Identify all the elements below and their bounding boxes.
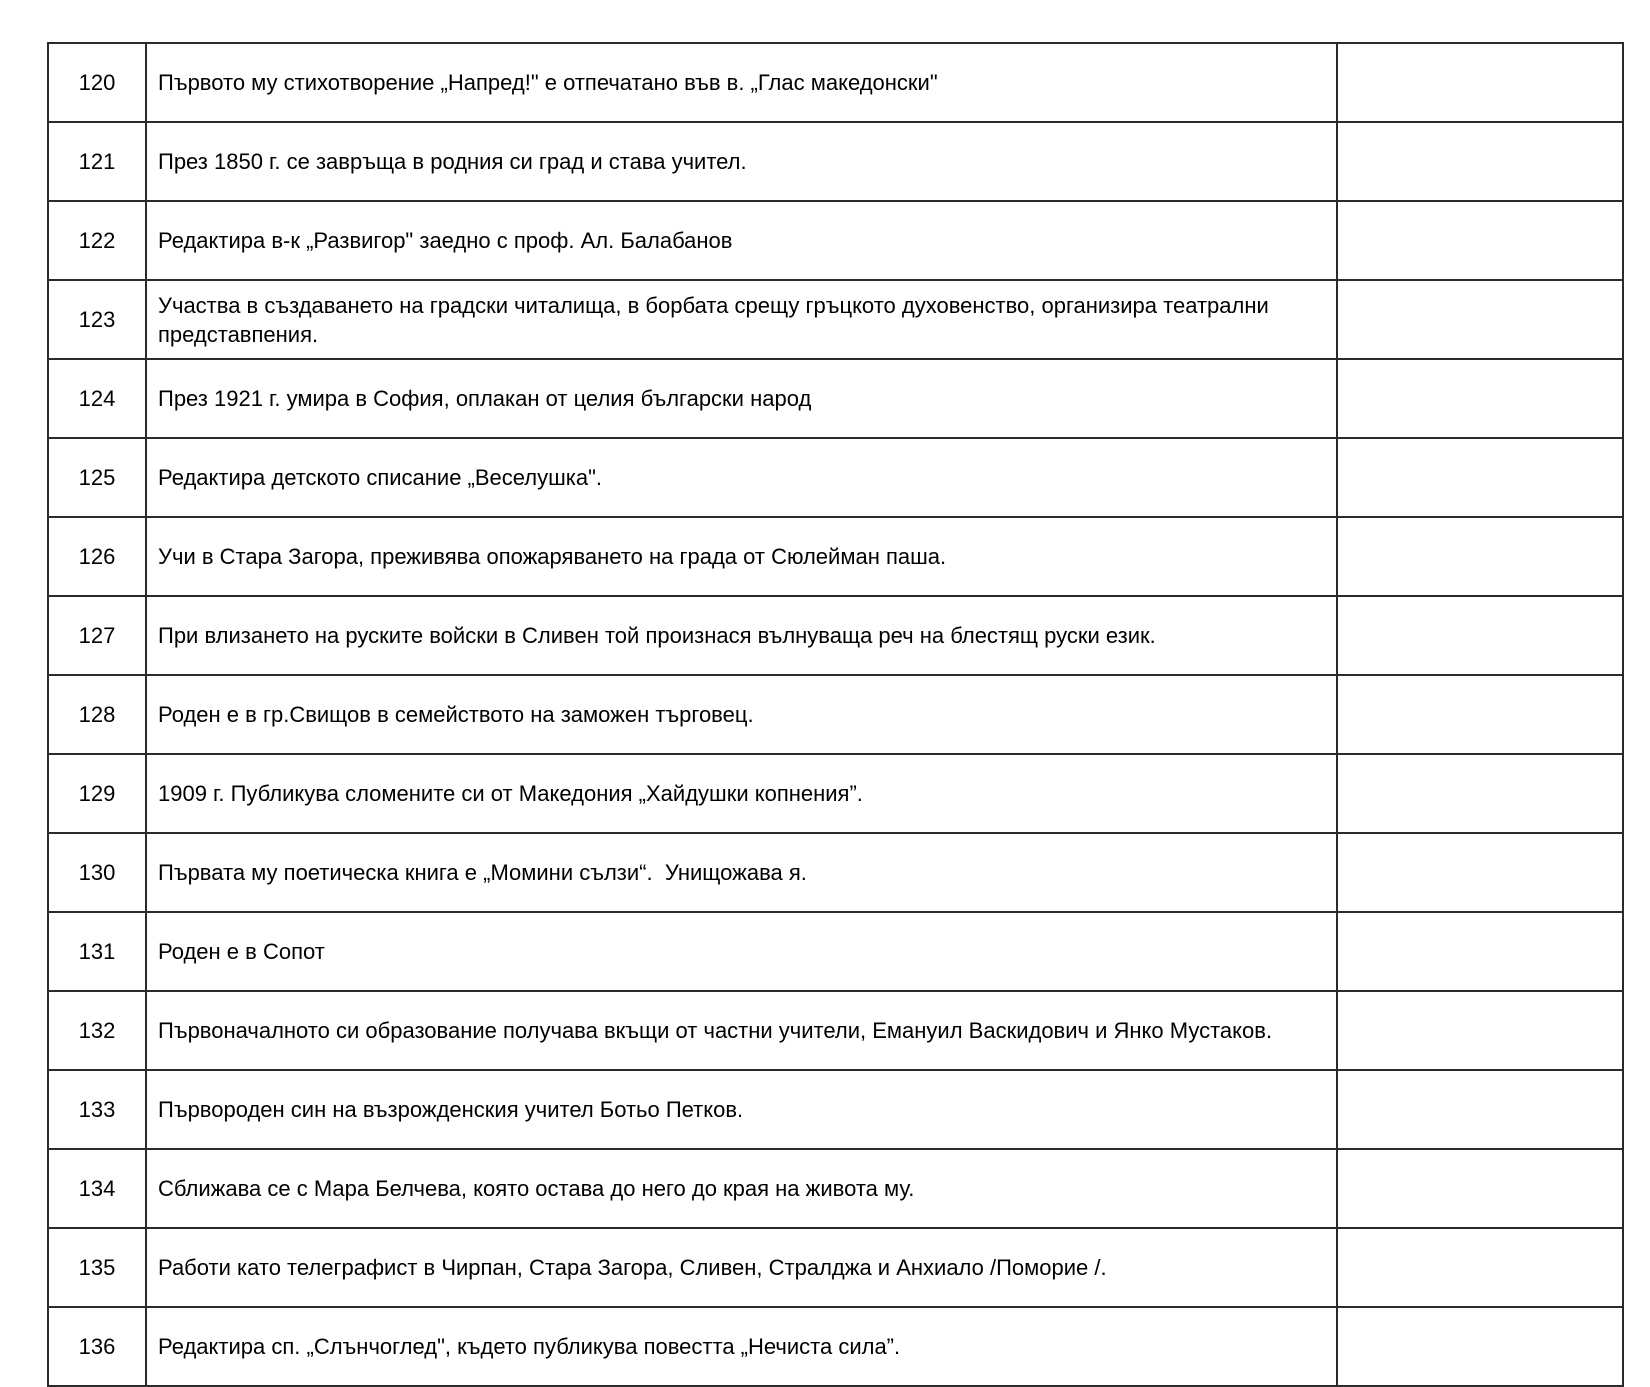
row-answer-cell <box>1337 675 1623 754</box>
row-text-cell: 1909 г. Публикува сломените си от Македония „Хайдушки копнения”. <box>146 754 1337 833</box>
row-text-cell: През 1921 г. умира в София, оплакан от целия български народ <box>146 359 1337 438</box>
table-row <box>48 1307 1623 1386</box>
row-text-cell: Първата му поетическа книга е „Момини сълзи“. Унищожава я. <box>146 833 1337 912</box>
row-number-cell: 132 <box>48 991 146 1070</box>
row-answer-cell <box>1337 43 1623 122</box>
row-number-cell: 122 <box>48 201 146 280</box>
table-row <box>48 833 1623 912</box>
row-number-cell: 126 <box>48 517 146 596</box>
row-text-cell: Редактира сп. „Слънчоглед", където публикува повестта „Нечиста сила”. <box>146 1307 1337 1386</box>
row-answer-cell <box>1337 754 1623 833</box>
row-number-cell: 130 <box>48 833 146 912</box>
row-text-cell: Работи като телеграфист в Чирпан, Стара Загора, Сливен, Стралджа и Анхиало /Поморие /. <box>146 1228 1337 1307</box>
row-text-cell: Редактира детското списание „Веселушка". <box>146 438 1337 517</box>
row-text-cell: Роден е в гр.Свищов в семейството на заможен търговец. <box>146 675 1337 754</box>
table-row <box>48 1149 1623 1228</box>
row-answer-cell <box>1337 1307 1623 1386</box>
row-number-cell: 125 <box>48 438 146 517</box>
row-answer-cell <box>1337 1149 1623 1228</box>
row-number-cell: 124 <box>48 359 146 438</box>
task-table-body <box>48 43 1623 1386</box>
table-row <box>48 122 1623 201</box>
table-row <box>48 912 1623 991</box>
row-number-cell: 135 <box>48 1228 146 1307</box>
table-row <box>48 1228 1623 1307</box>
row-text-cell: Първороден син на възрожденския учител Ботьо Петков. <box>146 1070 1337 1149</box>
table-row <box>48 201 1623 280</box>
row-text-cell: Участва в създаването на градски читалища, в борбата срещу гръцкото духовенство, организира театрални представпения. <box>146 280 1337 359</box>
row-answer-cell <box>1337 1228 1623 1307</box>
row-text-cell: Сближава се с Мара Белчева, която остава до него до края на живота му. <box>146 1149 1337 1228</box>
row-text-cell: През 1850 г. се завръща в родния си град и става учител. <box>146 122 1337 201</box>
row-text-cell: Учи в Стара Загора, преживява опожаряването на града от Сюлейман паша. <box>146 517 1337 596</box>
table-row <box>48 754 1623 833</box>
row-number-cell: 121 <box>48 122 146 201</box>
row-number-cell: 129 <box>48 754 146 833</box>
row-answer-cell <box>1337 833 1623 912</box>
row-answer-cell <box>1337 438 1623 517</box>
row-answer-cell <box>1337 1070 1623 1149</box>
row-text-cell: При влизането на руските войски в Сливен той произнася вълнуваща реч на блестящ руски език. <box>146 596 1337 675</box>
table-row <box>48 359 1623 438</box>
row-number-cell: 136 <box>48 1307 146 1386</box>
table-row <box>48 438 1623 517</box>
table-row <box>48 517 1623 596</box>
row-answer-cell <box>1337 991 1623 1070</box>
table-row <box>48 675 1623 754</box>
row-number-cell: 134 <box>48 1149 146 1228</box>
row-number-cell: 127 <box>48 596 146 675</box>
table-row <box>48 280 1623 359</box>
table-row <box>48 1070 1623 1149</box>
row-answer-cell <box>1337 280 1623 359</box>
row-number-cell: 120 <box>48 43 146 122</box>
table-row <box>48 43 1623 122</box>
row-answer-cell <box>1337 359 1623 438</box>
row-number-cell: 133 <box>48 1070 146 1149</box>
row-text-cell: Първото му стихотворение „Напред!" е отпечатано във в. „Глас македонски" <box>146 43 1337 122</box>
row-answer-cell <box>1337 122 1623 201</box>
row-answer-cell <box>1337 912 1623 991</box>
table-row <box>48 596 1623 675</box>
row-answer-cell <box>1337 517 1623 596</box>
row-text-cell: Първоначалното си образование получава вкъщи от частни учители, Емануил Васкидович и Янко Мустаков. <box>146 991 1337 1070</box>
table-row <box>48 991 1623 1070</box>
row-answer-cell <box>1337 201 1623 280</box>
row-number-cell: 128 <box>48 675 146 754</box>
row-number-cell: 131 <box>48 912 146 991</box>
row-answer-cell <box>1337 596 1623 675</box>
numbered-task-table <box>47 42 1624 1387</box>
row-number-cell: 123 <box>48 280 146 359</box>
row-text-cell: Редактира в-к „Развигор" заедно с проф. Ал. Балабанов <box>146 201 1337 280</box>
row-text-cell: Роден е в Сопот <box>146 912 1337 991</box>
